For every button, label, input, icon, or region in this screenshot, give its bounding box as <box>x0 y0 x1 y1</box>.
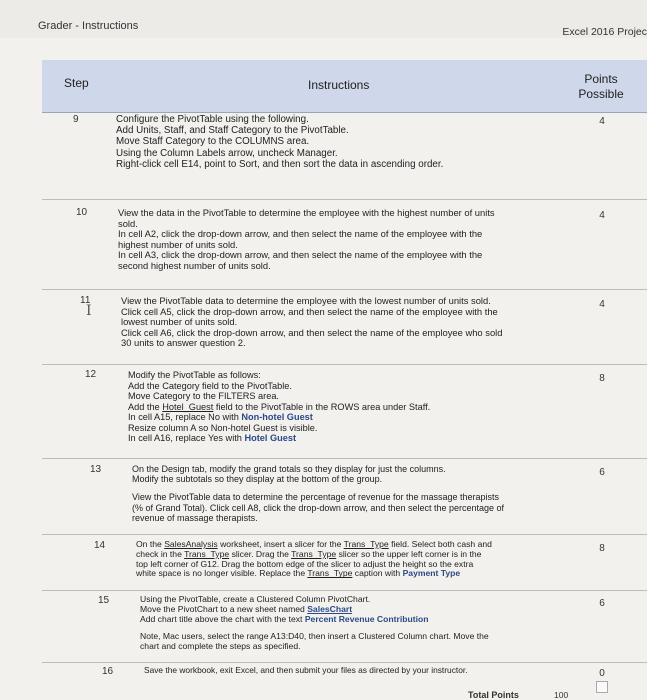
step-number: 15 <box>98 595 110 606</box>
row-divider <box>42 458 647 459</box>
points-value: 4 <box>599 116 605 127</box>
instruction-text: View the data in the PivotTable to determine the employee with the highest number of units sold. In cell A2, click the drop-down arrow, and then select the name of the employee with the highest number of units sold. In cell A3, click the drop-down arrow, and then select the name of the employee with the second highest number of units sold. <box>118 207 495 271</box>
table-header <box>42 60 647 113</box>
step-number: 14 <box>94 540 106 551</box>
column-header-step: Step <box>64 76 89 90</box>
column-header-points <box>571 72 631 102</box>
instruction-text: Configure the PivotTable using the following. Add Units, Staff, and Staff Category to the PivotTable. Move Staff Category to the COLUMNS area. Using the Column Labels arrow, uncheck Manager. Right-click cell E14, point to Sort, and then sort the data in ascending order. <box>116 114 444 170</box>
table-row <box>42 295 647 359</box>
step-number: 10 <box>76 207 88 218</box>
points-value: 6 <box>599 467 605 478</box>
page-header-right: Excel 2016 Projec <box>562 26 647 38</box>
instruction-text: Using the PivotTable, create a Clustered Column PivotChart. Move the PivotChart to a new sheet named SalesChart Add chart title above the chart with the text Percent Revenue Contribution Note, Mac users, select the range A13:D40, then insert a Clustered Column chart. Move the chart and complete the steps as specified. <box>140 594 489 652</box>
points-header-line1: Points <box>584 72 618 86</box>
table-row <box>42 666 647 680</box>
instruction-text: On the SalesAnalysis worksheet, insert a slicer for the Trans_Type field. Select both cash and check in the Trans_Type slicer. Drag the Trans_Type slicer so the upper left corner is in the top left corner of G12. Drag the bottom edge of the slicer to adjust the height so the extra white space is no longer visible. Replace the Trans_Type caption with Payment Type <box>136 539 492 579</box>
table-row <box>42 206 647 286</box>
total-points-label: Total Points <box>468 690 519 700</box>
instruction-text: Modify the PivotTable as follows: Add the Category field to the PivotTable. Move Category to the FILTERS area. Add the Hotel_Guest field to the PivotTable in the ROWS area under Staff. In cell A15, replace No with Non-hotel Guest Resize column A so Non-hotel Guest is visible. In cell A16, replace Yes with Hotel Guest <box>128 370 431 443</box>
instruction-text: Save the workbook, exit Excel, and then submit your files as directed by your instructor. <box>144 665 468 675</box>
step-number: 12 <box>85 369 97 380</box>
points-header-line2: Possible <box>578 87 624 101</box>
step-number: 13 <box>90 464 102 475</box>
row-divider <box>42 534 647 535</box>
row-divider <box>42 199 647 200</box>
text-cursor-icon: I <box>86 303 92 319</box>
points-value: 0 <box>599 668 605 679</box>
points-value: 8 <box>599 543 605 554</box>
points-value: 4 <box>599 210 605 221</box>
table-row <box>42 369 647 455</box>
table-row <box>42 539 647 587</box>
points-value: 8 <box>599 373 605 384</box>
total-points-value: 100 <box>554 690 569 700</box>
column-header-instructions: Instructions <box>308 78 370 92</box>
step-number: 16 <box>102 666 114 677</box>
instruction-text: View the PivotTable data to determine the employee with the lowest number of units sold. Click cell A5, click the drop-down arrow, and then select the name of the employee with the lowest number of units sold. Click cell A6, click the drop-down arrow, and then select the name of the employee who sold 30 units to answer question 2. <box>121 295 503 349</box>
step-number: 9 <box>73 114 79 125</box>
row-divider <box>42 662 647 663</box>
table-row <box>42 112 647 192</box>
row-divider <box>42 289 647 290</box>
row-divider <box>42 364 647 365</box>
page-header-left: Grader - Instructions <box>38 20 139 32</box>
row-divider <box>42 590 647 591</box>
instruction-text: On the Design tab, modify the grand totals so they display for just the columns. Modify the subtotals so they display at the bottom of the group. View the PivotTable data to determine the percentage of revenue for the massage therapists (% of Grand Total). Click cell A8, click the drop-down arrow, and then select the percentage of revenue of massage therapists. <box>132 464 505 523</box>
step-number: 11 <box>80 295 91 306</box>
table-row <box>42 463 647 531</box>
resize-handle-icon[interactable] <box>596 681 608 693</box>
table-row <box>42 594 647 654</box>
points-value: 6 <box>599 598 605 609</box>
points-value: 4 <box>599 299 605 310</box>
